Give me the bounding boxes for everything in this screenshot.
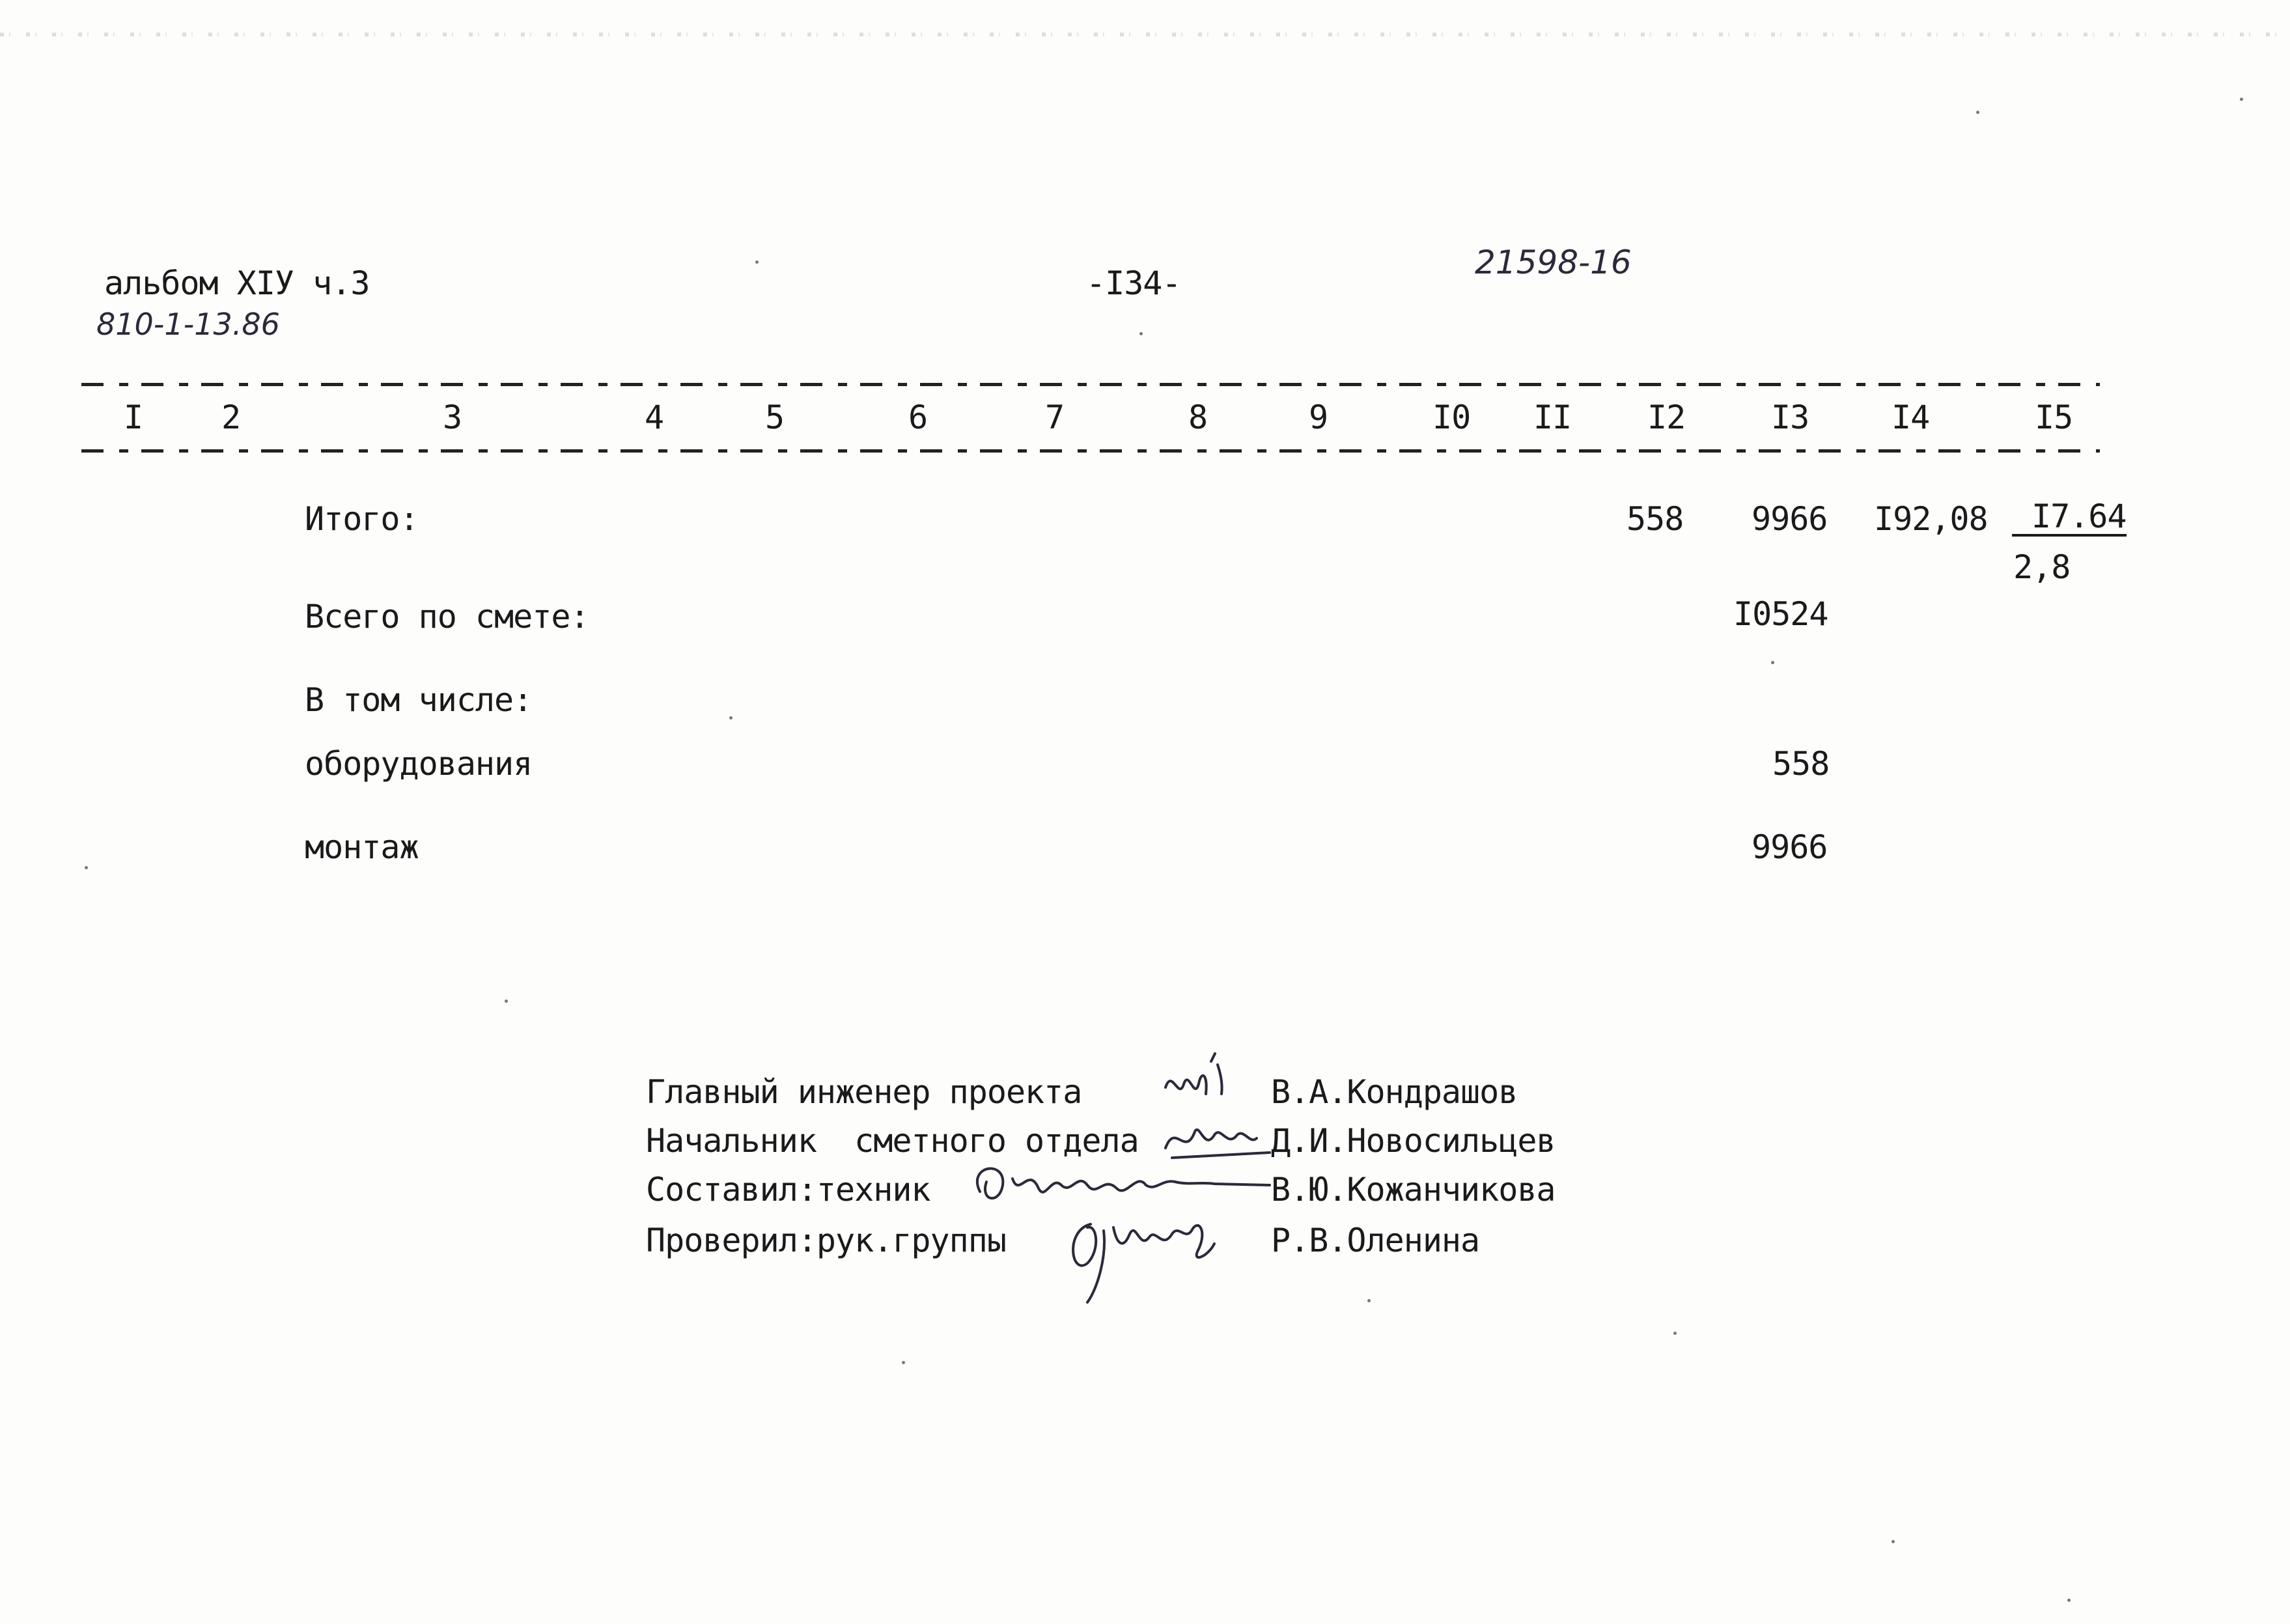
album-label: альбом XIУ ч.3: [104, 264, 370, 302]
signature-role: Главный инженер проекта: [646, 1073, 1082, 1111]
column-number: 5: [765, 399, 785, 436]
document-handwritten-number: 21598-16: [1475, 244, 1632, 281]
itogo-column-13-value: 9966: [1752, 500, 1828, 538]
column-number: 6: [908, 399, 928, 436]
column-number: I2: [1647, 399, 1686, 436]
column-number: 9: [1309, 399, 1328, 436]
scan-speck: [2240, 98, 2243, 101]
vsego-po-smete-value: I0524: [1733, 595, 1828, 633]
page-number: -I34-: [1086, 264, 1181, 302]
column-number: I0: [1432, 399, 1471, 436]
column-number: I3: [1771, 399, 1809, 436]
scan-speck: [2067, 1599, 2071, 1602]
column-number: II: [1533, 399, 1572, 436]
scan-speck: [1367, 1299, 1371, 1302]
montazh-label: монтаж: [305, 828, 419, 866]
signature-role: Начальник сметного отдела: [646, 1122, 1139, 1160]
signature-kondrashov: [1159, 1048, 1231, 1117]
signature-olenina: [1058, 1205, 1240, 1309]
oborudovaniya-value: 558: [1772, 745, 1830, 783]
scan-speck: [755, 260, 759, 264]
column-number: I5: [2035, 399, 2073, 436]
column-number: I: [124, 399, 143, 436]
vsego-po-smete-label: Всего по смете:: [305, 598, 589, 636]
signature-name: В.Ю.Кожанчикова: [1271, 1171, 1556, 1209]
signature-name: Д.И.Новосильцев: [1271, 1122, 1556, 1160]
column-number: 2: [221, 399, 241, 436]
signature-name: Р.В.Оленина: [1271, 1222, 1480, 1259]
scan-speck: [1771, 661, 1774, 664]
scan-speck: [1139, 332, 1143, 335]
scan-speck: [85, 866, 88, 869]
scan-speck: [729, 716, 733, 720]
column-number: 4: [645, 399, 664, 436]
montazh-value: 9966: [1752, 828, 1828, 866]
column-header-rule-bottom: [81, 449, 2100, 453]
scan-speck: [902, 1361, 905, 1364]
signature-role: Составил:техник: [646, 1171, 930, 1209]
itogo-column-15-value: I7.64: [2012, 500, 2127, 537]
v-tom-chisle-label: В том числе:: [305, 681, 533, 719]
column-number: 3: [443, 399, 462, 436]
oborudovaniya-label: оборудования: [305, 745, 533, 783]
scan-speck: [505, 1000, 508, 1003]
signature-role: Проверил:рук.группы: [646, 1222, 1006, 1259]
itogo-label: Итого:: [305, 500, 419, 538]
scan-noise: [0, 33, 2290, 36]
album-handwritten-code: 810-1-13.86: [96, 307, 280, 342]
column-number: 7: [1045, 399, 1065, 436]
column-number: I4: [1892, 399, 1930, 436]
signature-name: В.А.Кондрашов: [1271, 1073, 1518, 1111]
itogo-column-14-value: I92,08: [1874, 500, 1988, 538]
column-number: 8: [1188, 399, 1208, 436]
column-header-rule-top: [81, 383, 2100, 386]
scan-speck: [1976, 111, 1979, 114]
scan-speck: [1892, 1540, 1895, 1543]
scan-speck: [1673, 1332, 1677, 1335]
itogo-column-15-subvalue: 2,8: [2013, 548, 2071, 586]
itogo-column-12-value: 558: [1627, 500, 1684, 538]
